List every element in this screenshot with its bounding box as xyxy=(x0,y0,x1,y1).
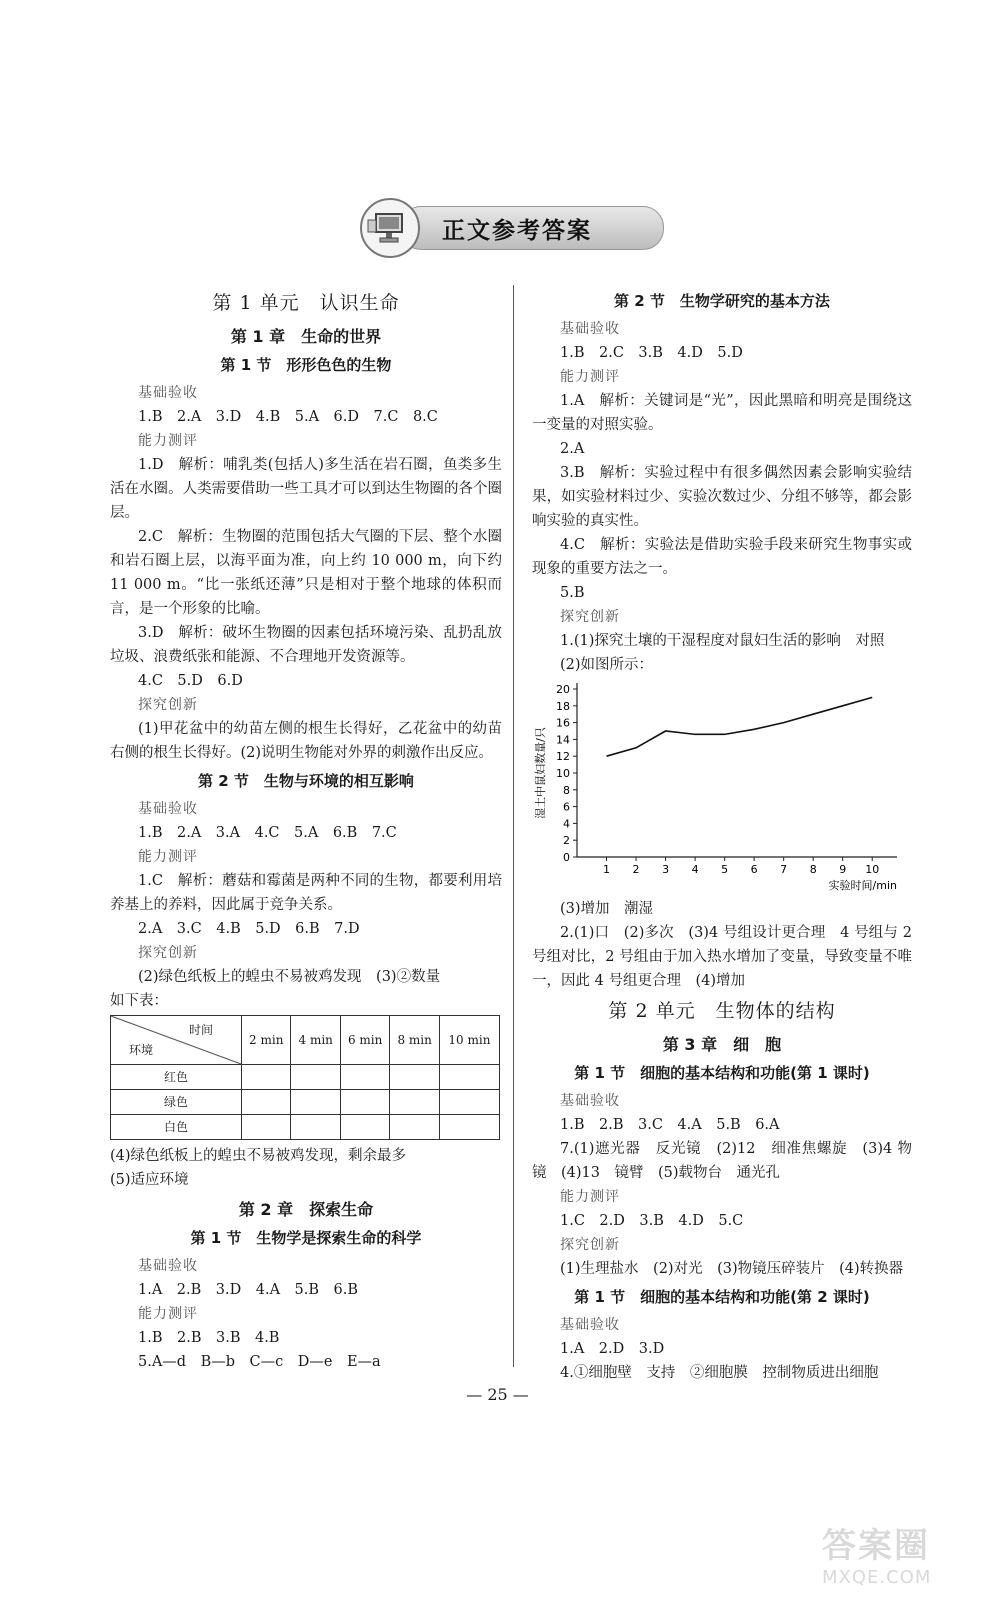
answer-paragraph: 1.D 解析：哺乳类(包括人)多生活在岩石圈，鱼类多生活在水圈。人类需要借助一些工具才可以到达生物圈的各个圈层。 xyxy=(110,457,502,521)
x-tick-label: 1 xyxy=(603,863,611,876)
y-tick-label: 16 xyxy=(556,716,570,730)
answer-paragraph: 4.C 解析：实验法是借助实验手段来研究生物事实或现象的重要方法之一。 xyxy=(532,537,912,577)
chapter-heading: 第 3 章 细 胞 xyxy=(662,1035,782,1054)
answer-line: 1.C 2.D 3.B 4.D 5.C xyxy=(560,1213,744,1229)
answer-line: 1.B 2.B 3.C 4.A 5.B 6.A xyxy=(560,1117,780,1133)
section-heading: 第 2 节 生物与环境的相互影响 xyxy=(198,772,414,790)
column-divider xyxy=(513,285,514,1367)
y-tick-label: 12 xyxy=(556,750,570,764)
x-tick-label: 5 xyxy=(721,863,729,876)
answer-line: 1.A 2.B 3.D 4.A 5.B 6.B xyxy=(138,1282,359,1298)
section-heading: 第 2 节 生物学研究的基本方法 xyxy=(614,292,830,310)
unit-heading: 第 2 单元 生物体的结构 xyxy=(608,1000,836,1022)
answer-line: 1.(1)探究土壤的干湿程度对鼠妇生活的影响 对照 xyxy=(560,633,885,649)
answer-paragraph: 3.B 解析：实验过程中有很多偶然因素会影响实验结果，如实验材料过少、实验次数过少、分组不够等，都会影响实验的真实性。 xyxy=(532,465,912,529)
right-column xyxy=(532,285,912,1385)
corner-label-env: 环境 xyxy=(129,1043,154,1057)
y-tick-label: 0 xyxy=(563,851,570,864)
answer-line: 2.A 3.C 4.B 5.D 6.B 7.D xyxy=(138,921,360,937)
answer-paragraph: 1.C 解析：蘑菇和霉菌是两种不同的生物，都要利用培养基上的养料，因此属于竞争关系。 xyxy=(110,873,502,913)
page-number: — 25 — xyxy=(466,1385,529,1404)
subheading-jichu: 基础验收 xyxy=(560,1317,620,1333)
table-header-cell: 8 min xyxy=(390,1016,439,1065)
subheading-nengli: 能力测评 xyxy=(138,433,198,449)
answer-line: 2.A xyxy=(560,441,585,457)
left-column xyxy=(110,285,502,1374)
x-tick-label: 2 xyxy=(632,863,640,876)
computer-icon xyxy=(360,198,420,258)
answer-line: (2)绿色纸板上的蝗虫不易被鸡发现 (3)②数量 xyxy=(138,969,441,985)
answer-paragraph: 2.(1)口 (2)多次 (3)4 号组设计更合理 4 号组与 2 号组对比，2 号组由于加入热水增加了变量，导致变量不唯一，因此 4 号组更合理 (4)增加 xyxy=(532,925,912,989)
table-header-row xyxy=(111,1016,500,1065)
line-chart-svg xyxy=(532,677,912,897)
chapter-heading: 第 1 章 生命的世界 xyxy=(230,327,382,346)
x-tick-label: 4 xyxy=(691,863,699,876)
table-row xyxy=(111,1065,500,1090)
answer-paragraph: 1.A 解析：关键词是“光”，因此黑暗和明亮是围绕这一变量的对照实验。 xyxy=(532,393,912,433)
line-chart xyxy=(532,677,912,897)
answer-paragraph: 7.(1)遮光器 反光镜 (2)12 细准焦螺旋 (3)4 物镜 (4)13 镜臂 (5)载物台 通光孔 xyxy=(532,1141,912,1181)
answer-paragraph: (1)甲花盆中的幼苗左侧的根生长得好，乙花盆中的幼苗右侧的根生长得好。(2)说明生物能对外界的刺激作出反应。 xyxy=(110,721,502,761)
answer-line: 1.A 2.D 3.D xyxy=(560,1341,665,1357)
table-row-label: 白色 xyxy=(111,1115,242,1140)
results-table xyxy=(110,1015,500,1140)
y-tick-label: 18 xyxy=(556,699,570,713)
subheading-jichu: 基础验收 xyxy=(138,1258,198,1274)
answer-line: 5.B xyxy=(560,585,585,601)
y-tick-label: 2 xyxy=(563,834,570,848)
y-axis-label: 湿土中鼠妇数量/只 xyxy=(534,727,547,819)
x-tick-label: 9 xyxy=(839,863,847,876)
corner-label-time: 时间 xyxy=(188,1023,213,1037)
answer-line: (3)增加 潮湿 xyxy=(560,901,654,917)
banner-title: 正文参考答案 xyxy=(442,218,592,244)
table-row-label: 红色 xyxy=(111,1065,242,1090)
answer-paragraph: 2.C 解析：生物圈的范围包括大气圈的下层、整个水圈和岩石圈上层，以海平面为准，向上约 10 000 m，向下约 11 000 m。“比一张纸还薄”只是相对于整个地球的体积而言，是一个形象的比喻。 xyxy=(110,529,502,617)
y-tick-label: 6 xyxy=(563,800,570,814)
table-header-cell: 4 min xyxy=(291,1016,340,1065)
table-row xyxy=(111,1115,500,1140)
table-header-cell: 10 min xyxy=(439,1016,499,1065)
table-corner xyxy=(111,1016,242,1065)
section-heading: 第 1 节 细胞的基本结构和功能(第 1 课时) xyxy=(574,1064,870,1082)
x-tick-label: 8 xyxy=(809,863,817,876)
x-tick-label: 3 xyxy=(662,863,670,876)
answer-line: 如下表： xyxy=(110,993,168,1009)
answer-line: (5)适应环境 xyxy=(110,1172,189,1188)
subheading-jichu: 基础验收 xyxy=(138,385,198,401)
x-tick-label: 10 xyxy=(865,863,880,876)
y-tick-label: 20 xyxy=(556,683,570,696)
y-tick-label: 4 xyxy=(563,817,570,831)
section-heading: 第 1 节 细胞的基本结构和功能(第 2 课时) xyxy=(574,1288,870,1306)
subheading-nengli: 能力测评 xyxy=(560,1189,620,1205)
chapter-heading: 第 2 章 探索生命 xyxy=(238,1200,374,1219)
unit-heading: 第 1 单元 认识生命 xyxy=(212,292,400,314)
answer-paragraph: (1)生理盐水 (2)对光 (3)物镜压碎装片 (4)转换器 xyxy=(560,1261,904,1277)
subheading-tanjiu: 探究创新 xyxy=(560,1237,620,1253)
x-tick-label: 6 xyxy=(750,863,758,876)
answer-line: 1.B 2.A 3.D 4.B 5.A 6.D 7.C 8.C xyxy=(138,409,438,425)
subheading-tanjiu: 探究创新 xyxy=(560,609,620,625)
answer-line: 1.B 2.C 3.B 4.D 5.D xyxy=(560,345,743,361)
answer-line: 1.B 2.B 3.B 4.B xyxy=(138,1330,280,1346)
watermark-logo: 答案圈 MXQE.COM xyxy=(822,1526,932,1588)
answer-line: 4.①细胞壁 支持 ②细胞膜 控制物质进出细胞 xyxy=(560,1365,879,1381)
table-header-cell: 2 min xyxy=(242,1016,291,1065)
section-heading: 第 1 节 生物学是探索生命的科学 xyxy=(190,1229,422,1247)
y-tick-label: 10 xyxy=(556,767,570,780)
answer-paragraph: 3.D 解析：破坏生物圈的因素包括环境污染、乱扔乱放垃圾、浪费纸张和能源、不合理地开发资源等。 xyxy=(110,625,502,665)
subheading-nengli: 能力测评 xyxy=(560,369,620,385)
subheading-nengli: 能力测评 xyxy=(138,849,198,865)
subheading-tanjiu: 探究创新 xyxy=(138,945,198,961)
subheading-tanjiu: 探究创新 xyxy=(138,697,198,713)
x-tick-label: 7 xyxy=(780,863,788,876)
section-banner xyxy=(360,198,665,256)
series-line xyxy=(607,697,873,756)
table-row xyxy=(111,1090,500,1115)
subheading-nengli: 能力测评 xyxy=(138,1306,198,1322)
answer-line: (4)绿色纸板上的蝗虫不易被鸡发现，剩余最多 xyxy=(110,1148,407,1164)
answer-line: 4.C 5.D 6.D xyxy=(138,673,243,689)
y-tick-label: 14 xyxy=(556,733,570,747)
subheading-jichu: 基础验收 xyxy=(560,1093,620,1109)
answer-line: 5.A—d B—b C—c D—e E—a xyxy=(138,1354,381,1370)
x-axis-label: 实验时间/min xyxy=(828,879,897,892)
subheading-jichu: 基础验收 xyxy=(138,801,198,817)
section-heading: 第 1 节 形形色色的生物 xyxy=(220,356,392,374)
y-tick-label: 8 xyxy=(563,783,570,797)
subheading-jichu: 基础验收 xyxy=(560,321,620,337)
table-header-cell: 6 min xyxy=(340,1016,389,1065)
answer-line: (2)如图所示： xyxy=(560,657,654,673)
answer-line: 1.B 2.A 3.A 4.C 5.A 6.B 7.C xyxy=(138,825,397,841)
table-row-label: 绿色 xyxy=(111,1090,242,1115)
